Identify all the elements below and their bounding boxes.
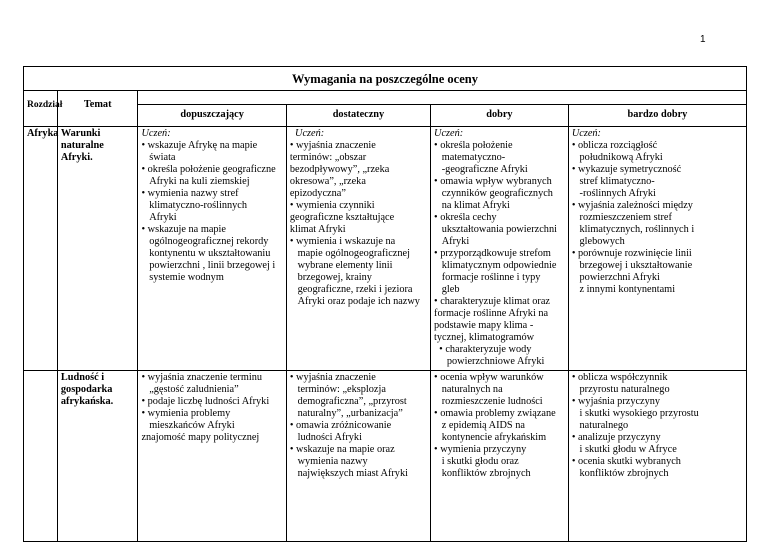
cell-line: przyrostu naturalnego <box>571 384 670 395</box>
cell-line: i skutki głodu oraz <box>434 456 519 467</box>
header-grade-2: dostateczny <box>286 105 430 127</box>
cell-line: • wyjaśnia znaczenie terminu <box>141 372 263 383</box>
temat-line: Warunki <box>60 128 101 139</box>
row-1-grade-4 <box>568 127 746 371</box>
page-number: 1 <box>700 34 706 45</box>
header-grade-1: dopuszczający <box>138 105 286 127</box>
cell-line: • oblicza współczynnik <box>571 372 668 383</box>
cell-line: epizodyczna” <box>289 188 346 199</box>
cell-line: podstawie mapy klima - <box>434 320 534 331</box>
cell-line: • wyjaśnia zależności między <box>571 200 693 211</box>
cell-line: bezodpływowy”, „rzeka <box>289 164 390 175</box>
cell-line: Afryki oraz podaje ich nazwy <box>289 296 420 307</box>
cell-line: rozmieszczeniem stref <box>571 212 672 223</box>
cell-line: naturalnego <box>571 420 629 431</box>
cell-line: ludności Afryki <box>289 432 362 443</box>
cell-line: z epidemią AIDS na <box>434 420 525 431</box>
cell-line: Afryki <box>434 236 470 247</box>
cell-line: • określa położenie geograficzne <box>141 164 276 175</box>
row-2-grade-4 <box>568 371 746 542</box>
cell-line: demograficzna”, „przyrost <box>289 396 407 407</box>
temat-line: afrykańska. <box>60 396 114 407</box>
requirements-table <box>23 66 747 542</box>
row-2-grade-1 <box>138 371 286 542</box>
cell-line: • wskazuje Afrykę na mapie <box>141 140 258 151</box>
cell-line: na klimat Afryki <box>434 200 510 211</box>
cell-line: naturalnych na <box>434 384 503 395</box>
temat-line: gospodarka <box>60 384 113 395</box>
header-grade-3: dobry <box>431 105 569 127</box>
cell-line: południkową Afryki <box>571 152 663 163</box>
cell-line: stref klimatyczno- <box>571 176 655 187</box>
cell-line: klimatycznych, roślinnych i <box>571 224 695 235</box>
cell-line: • ocenia skutki wybranych <box>571 456 681 467</box>
cell-line: kontynentu w ukształtowaniu <box>141 248 271 259</box>
cell-line: • określa cechy <box>434 212 497 223</box>
cell-line: czynników geograficznych <box>434 188 553 199</box>
row-1-grade-3 <box>431 127 569 371</box>
cell-line: • omawia problemy związane <box>434 408 556 419</box>
cell-line: Afryki na kuli ziemskiej <box>141 176 250 187</box>
cell-line: klimatycznym odpowiednie <box>434 260 557 271</box>
cell-line: kontynencie afrykańskim <box>434 432 547 443</box>
cell-line: Uczeń: <box>289 128 325 139</box>
cell-line: klimat Afryki <box>289 224 346 235</box>
cell-line: tycznej, klimatogramów <box>434 332 535 343</box>
row-1-grade-1 <box>138 127 286 371</box>
cell-line: • określa położenie <box>434 140 513 151</box>
cell-line: powierzchniowe Afryki <box>434 356 545 367</box>
cell-line: -roślinnych Afryki <box>571 188 656 199</box>
cell-line: Uczeń: <box>571 128 601 139</box>
row-2-rozdzial <box>24 371 58 542</box>
cell-line: -geograficzne Afryki <box>434 164 528 175</box>
cell-line: mapie ogólnogeograficznej <box>289 248 410 259</box>
cell-line: • porównuje rozwinięcie linii <box>571 248 692 259</box>
cell-line: systemie wodnym <box>141 272 224 283</box>
cell-line: • wymienia czynniki <box>289 200 375 211</box>
table-title: Wymagania na poszczególne oceny <box>24 67 747 91</box>
cell-line: • charakteryzuje wody <box>434 344 532 355</box>
temat-line: Ludność i <box>60 372 105 383</box>
cell-line: • wskazuje na mapie oraz <box>289 444 395 455</box>
cell-line: powierzchni Afryki <box>571 272 660 283</box>
header-spacer <box>138 91 747 105</box>
cell-line: • podaje liczbę ludności Afryki <box>141 396 270 407</box>
cell-line: geograficzne kształtujące <box>289 212 395 223</box>
cell-line: • omawia zróżnicowanie <box>289 420 392 431</box>
cell-line: i skutki wysokiego przyrostu <box>571 408 699 419</box>
row-1-grade-2 <box>286 127 430 371</box>
cell-line: • ocenia wpływ warunków <box>434 372 544 383</box>
cell-line: rozmieszczenie ludności <box>434 396 543 407</box>
cell-line: mieszkańców Afryki <box>141 420 235 431</box>
cell-line: • wykazuje symetryczność <box>571 164 682 175</box>
cell-line: matematyczno- <box>434 152 506 163</box>
cell-line: okresowa”, „rzeka <box>289 176 366 187</box>
cell-line: wybrane elementy linii <box>289 260 393 271</box>
cell-line: Uczeń: <box>434 128 464 139</box>
cell-line: • wymienia nazwy stref <box>141 188 239 199</box>
cell-line: brzegowej, krainy <box>289 272 372 283</box>
cell-line: Afryki <box>141 212 177 223</box>
cell-line: naturalny”, „urbanizacja” <box>289 408 403 419</box>
cell-line: • wymienia problemy <box>141 408 231 419</box>
row-1-rozdzial: Afryka <box>24 127 58 371</box>
cell-line: wymienia nazwy <box>289 456 368 467</box>
row-2-temat <box>57 371 138 542</box>
cell-line: • przyporządkowuje strefom <box>434 248 551 259</box>
cell-line: • wyjaśnia znaczenie <box>289 140 376 151</box>
cell-line: konfliktów zbrojnych <box>434 468 531 479</box>
cell-line: ukształtowania powierzchni <box>434 224 557 235</box>
cell-line: • wyjaśnia znaczenie <box>289 372 376 383</box>
cell-line: • wymienia i wskazuje na <box>289 236 396 247</box>
cell-line: z innymi kontynentami <box>571 284 676 295</box>
cell-line: i skutki głodu w Afryce <box>571 444 677 455</box>
row-2-grade-3 <box>431 371 569 542</box>
cell-line: • omawia wpływ wybranych <box>434 176 552 187</box>
cell-line: formacje roślinne i typy <box>434 272 541 283</box>
cell-line: konfliktów zbrojnych <box>571 468 669 479</box>
row-2-grade-2 <box>286 371 430 542</box>
cell-line: • wyjaśnia przyczyny <box>571 396 661 407</box>
cell-line: • wskazuje na mapie <box>141 224 226 235</box>
cell-line: znajomość mapy politycznej <box>141 432 260 443</box>
cell-line: glebowych <box>571 236 625 247</box>
cell-line: „gęstość zaludnienia” <box>141 384 239 395</box>
cell-line: terminów: „eksplozja <box>289 384 386 395</box>
cell-line: brzegowej i ukształtowanie <box>571 260 693 271</box>
cell-line: geograficzne, rzeki i jeziora <box>289 284 413 295</box>
temat-line: naturalne <box>60 140 104 151</box>
header-grade-4: bardzo dobry <box>568 105 746 127</box>
temat-line: Afryki. <box>60 152 93 163</box>
table-row <box>24 371 747 542</box>
cell-line: • wymienia przyczyny <box>434 444 527 455</box>
cell-line: • oblicza rozciągłość <box>571 140 658 151</box>
cell-line: terminów: „obszar <box>289 152 367 163</box>
cell-line: Uczeń: <box>141 128 171 139</box>
header-temat: Temat <box>57 91 138 127</box>
row-1-temat <box>57 127 138 371</box>
cell-line: formacje roślinne Afryki na <box>434 308 549 319</box>
cell-line: • analizuje przyczyny <box>571 432 661 443</box>
table-row <box>24 127 747 371</box>
cell-line: największych miast Afryki <box>289 468 408 479</box>
cell-line: gleb <box>434 284 460 295</box>
cell-line: • charakteryzuje klimat oraz <box>434 296 550 307</box>
header-rozdzial: Rozdział <box>24 91 58 127</box>
cell-line: powierzchni , linii brzegowej i <box>141 260 276 271</box>
cell-line: ogólnogeograficznej rekordy <box>141 236 269 247</box>
cell-line: klimatyczno-roślinnych <box>141 200 247 211</box>
cell-line: świata <box>141 152 176 163</box>
